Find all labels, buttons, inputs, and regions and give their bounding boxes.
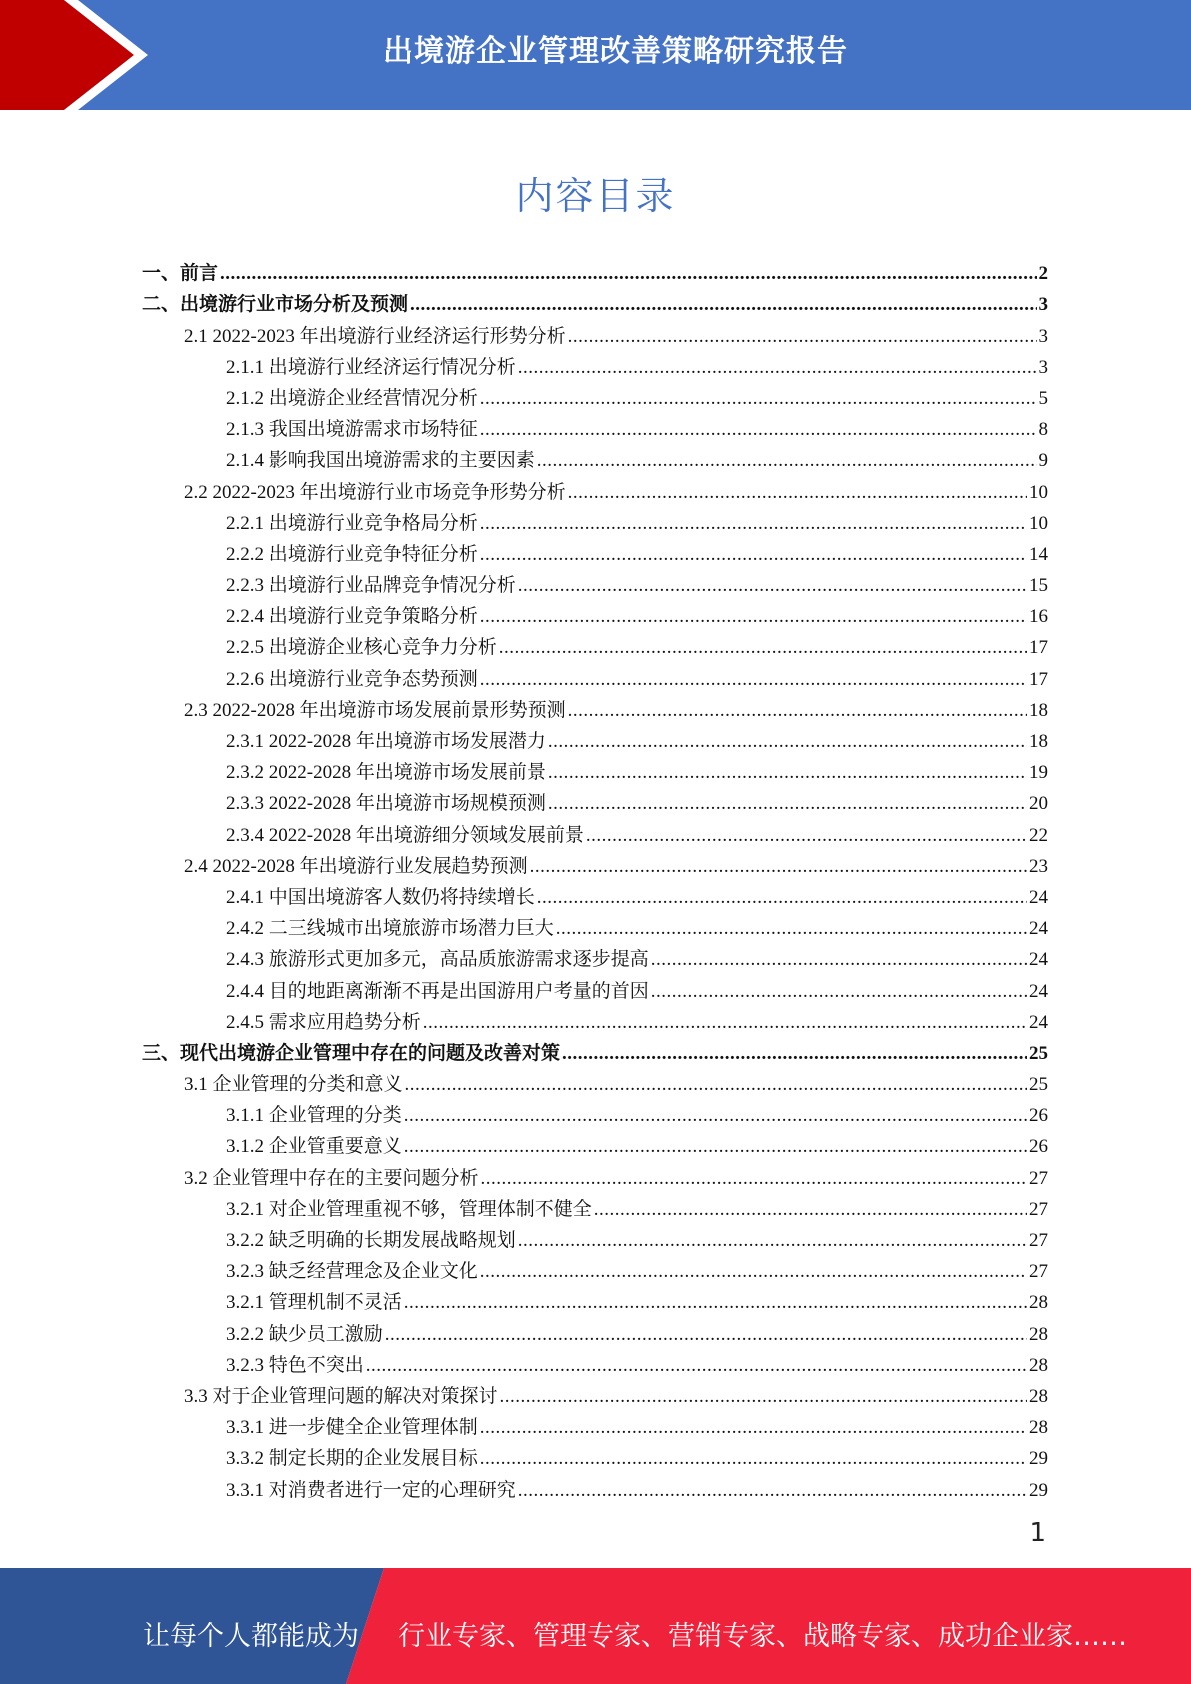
dot-leader xyxy=(480,1261,1027,1283)
dot-leader xyxy=(499,637,1027,659)
toc-entry[interactable] xyxy=(142,1003,1048,1034)
toc-entry-page: 3 xyxy=(1038,356,1048,378)
toc-entry-page: 25 xyxy=(1029,1042,1048,1064)
toc-entry[interactable] xyxy=(142,285,1048,316)
table-of-contents xyxy=(142,254,1048,1502)
toc-heading: 内容目录 xyxy=(515,174,676,218)
dot-leader xyxy=(480,1417,1027,1439)
toc-entry-page: 22 xyxy=(1029,824,1048,846)
toc-entry[interactable] xyxy=(142,784,1048,815)
toc-entry-label: 2.2.5 出境游企业核心竞争力分析 xyxy=(226,637,497,659)
dot-leader xyxy=(586,825,1027,847)
dot-leader xyxy=(480,388,1037,410)
toc-entry[interactable] xyxy=(142,1034,1048,1065)
toc-entry-label: 二、出境游行业市场分析及预测 xyxy=(142,294,409,316)
toc-entry[interactable] xyxy=(142,1065,1048,1096)
dot-leader xyxy=(405,1074,1027,1096)
dot-leader xyxy=(556,918,1027,940)
dot-leader xyxy=(651,949,1027,971)
toc-entry[interactable] xyxy=(142,1190,1048,1221)
dot-leader xyxy=(480,419,1037,441)
toc-entry-label: 2.4.3 旅游形式更加多元，高品质旅游需求逐步提高 xyxy=(226,949,649,971)
toc-entry-page: 10 xyxy=(1029,481,1048,503)
toc-entry-page: 3 xyxy=(1038,325,1048,347)
footer-slogan-left: 让每个人都能成为 xyxy=(143,1621,359,1652)
toc-entry[interactable] xyxy=(142,441,1048,472)
dot-leader xyxy=(518,1230,1027,1252)
toc-entry-label: 3.1.2 企业管重要意义 xyxy=(226,1136,402,1158)
toc-entry-label: 3.3.1 进一步健全企业管理体制 xyxy=(226,1417,478,1439)
toc-entry-page: 16 xyxy=(1029,606,1048,628)
toc-entry[interactable] xyxy=(142,504,1048,535)
toc-entry-label: 三、现代出境游企业管理中存在的问题及改善对策 xyxy=(142,1042,561,1064)
toc-entry-page: 2 xyxy=(1038,263,1048,285)
toc-entry-label: 3.2.2 缺少员工激励 xyxy=(226,1323,383,1345)
toc-entry-label: 2.2.6 出境游行业竞争态势预测 xyxy=(226,668,478,690)
toc-entry[interactable] xyxy=(142,254,1048,285)
toc-entry-page: 27 xyxy=(1029,1167,1048,1189)
toc-entry[interactable] xyxy=(142,1127,1048,1158)
toc-entry-label: 2.2.1 出境游行业竞争格局分析 xyxy=(226,512,478,534)
report-title: 出境游企业管理改善策略研究报告 xyxy=(383,34,848,69)
toc-entry-label: 2.1.4 影响我国出境游需求的主要因素 xyxy=(226,450,535,472)
dot-leader xyxy=(404,1136,1027,1158)
toc-entry-page: 26 xyxy=(1029,1105,1048,1127)
toc-entry-page: 24 xyxy=(1029,918,1048,940)
toc-entry-page: 24 xyxy=(1029,1011,1048,1033)
toc-entry-page: 25 xyxy=(1029,1074,1048,1096)
toc-entry-label: 2.3 2022-2028 年出境游市场发展前景形势预测 xyxy=(184,699,566,721)
toc-entry-page: 17 xyxy=(1029,637,1048,659)
toc-entry-label: 2.2.3 出境游行业品牌竞争情况分析 xyxy=(226,575,516,597)
dot-leader xyxy=(518,575,1027,597)
toc-entry-page: 27 xyxy=(1029,1230,1048,1251)
toc-entry[interactable] xyxy=(142,722,1048,753)
toc-entry-label: 3.2.3 缺乏经营理念及企业文化 xyxy=(226,1261,478,1283)
dot-leader xyxy=(481,1168,1027,1190)
dot-leader xyxy=(530,856,1027,878)
toc-entry-label: 3.2 企业管理中存在的主要问题分析 xyxy=(184,1167,479,1189)
toc-entry-label: 2.3.2 2022-2028 年出境游市场发展前景 xyxy=(226,762,546,784)
toc-entry-page: 28 xyxy=(1029,1417,1048,1439)
toc-entry-label: 2.1.2 出境游企业经营情况分析 xyxy=(226,387,478,409)
toc-entry-page: 17 xyxy=(1029,668,1048,690)
toc-entry[interactable] xyxy=(142,348,1048,379)
toc-entry-label: 2.4.5 需求应用趋势分析 xyxy=(226,1011,421,1033)
toc-entry-label: 2.1.3 我国出境游需求市场特征 xyxy=(226,419,478,441)
toc-entry[interactable] xyxy=(142,535,1048,566)
footer-slogan-right: 行业专家、管理专家、营销专家、战略专家、成功企业家…… xyxy=(398,1621,1127,1652)
dot-leader xyxy=(548,731,1027,753)
toc-entry[interactable] xyxy=(142,878,1048,909)
toc-entry-label: 2.4 2022-2028 年出境游行业发展趋势预测 xyxy=(184,855,528,877)
toc-entry-label: 2.1.1 出境游行业经济运行情况分析 xyxy=(226,356,516,378)
toc-entry[interactable] xyxy=(142,815,1048,846)
toc-entry-label: 2.2 2022-2023 年出境游行业市场竞争形势分析 xyxy=(184,481,566,503)
toc-entry-page: 3 xyxy=(1038,294,1048,316)
toc-entry[interactable] xyxy=(142,1283,1048,1314)
toc-entry[interactable] xyxy=(142,1314,1048,1345)
toc-entry[interactable] xyxy=(142,628,1048,659)
toc-entry[interactable] xyxy=(142,1252,1048,1283)
toc-entry-page: 20 xyxy=(1029,793,1048,815)
toc-entry-label: 2.4.2 二三线城市出境旅游市场潜力巨大 xyxy=(226,918,554,940)
toc-entry-label: 2.3.1 2022-2028 年出境游市场发展潜力 xyxy=(226,731,546,752)
dot-leader xyxy=(480,1448,1027,1470)
dot-leader xyxy=(568,482,1027,504)
toc-entry-label: 3.2.2 缺乏明确的长期发展战略规划 xyxy=(226,1230,516,1251)
dot-leader xyxy=(385,1324,1027,1346)
toc-entry[interactable] xyxy=(142,909,1048,940)
toc-entry-label: 一、前言 xyxy=(142,263,219,285)
dot-leader xyxy=(423,1012,1027,1034)
dot-leader xyxy=(404,1292,1027,1314)
dot-leader xyxy=(562,1043,1027,1065)
dot-leader xyxy=(518,357,1037,379)
dot-leader xyxy=(500,1386,1027,1408)
toc-entry[interactable] xyxy=(142,1346,1048,1377)
toc-entry[interactable] xyxy=(142,1470,1048,1501)
toc-entry-page: 29 xyxy=(1029,1448,1048,1470)
toc-entry-label: 3.2.1 对企业管理重视不够，管理体制不健全 xyxy=(226,1198,592,1220)
toc-entry[interactable] xyxy=(142,1158,1048,1189)
dot-leader xyxy=(548,762,1027,784)
toc-entry[interactable] xyxy=(142,659,1048,690)
dot-leader xyxy=(410,294,1036,316)
toc-entry-label: 3.3.2 制定长期的企业发展目标 xyxy=(226,1448,478,1470)
toc-entry-label: 2.2.2 出境游行业竞争特征分析 xyxy=(226,543,478,565)
toc-entry[interactable] xyxy=(142,691,1048,722)
dot-leader xyxy=(518,1480,1027,1502)
dot-leader xyxy=(480,606,1027,628)
toc-entry[interactable] xyxy=(142,1221,1048,1252)
toc-entry-page: 10 xyxy=(1029,512,1048,534)
dot-leader xyxy=(404,1105,1027,1127)
toc-entry-label: 3.2.3 特色不突出 xyxy=(226,1354,364,1376)
toc-entry-label: 3.1 企业管理的分类和意义 xyxy=(184,1074,403,1096)
toc-entry-page: 8 xyxy=(1038,419,1048,441)
toc-entry[interactable] xyxy=(142,971,1048,1002)
dot-leader xyxy=(537,450,1037,472)
toc-entry-label: 3.2.1 管理机制不灵活 xyxy=(226,1292,402,1314)
toc-entry[interactable] xyxy=(142,316,1048,347)
toc-entry-page: 24 xyxy=(1029,980,1048,1002)
dot-leader xyxy=(651,981,1027,1003)
toc-entry-page: 18 xyxy=(1029,731,1048,752)
toc-entry[interactable] xyxy=(142,940,1048,971)
dot-leader xyxy=(480,544,1027,566)
toc-entry[interactable] xyxy=(142,1096,1048,1127)
toc-entry-page: 24 xyxy=(1029,949,1048,971)
toc-entry[interactable] xyxy=(142,597,1048,628)
toc-entry-page: 18 xyxy=(1029,699,1048,721)
toc-entry-label: 3.1.1 企业管理的分类 xyxy=(226,1105,402,1127)
toc-entry-page: 27 xyxy=(1029,1198,1048,1220)
dot-leader xyxy=(568,326,1037,348)
toc-entry-page: 27 xyxy=(1029,1261,1048,1283)
dot-leader xyxy=(568,700,1027,722)
toc-entry[interactable] xyxy=(142,472,1048,503)
toc-entry-page: 15 xyxy=(1029,575,1048,597)
toc-entry[interactable] xyxy=(142,1408,1048,1439)
toc-entry-page: 28 xyxy=(1029,1354,1048,1376)
page-number: 1 xyxy=(1029,1518,1046,1548)
toc-entry-label: 3.3.1 对消费者进行一定的心理研究 xyxy=(226,1479,516,1501)
page-footer xyxy=(0,1568,1191,1684)
toc-entry[interactable] xyxy=(142,566,1048,597)
toc-entry-label: 2.4.4 目的地距离渐渐不再是出国游用户考量的首因 xyxy=(226,980,649,1002)
toc-entry-page: 24 xyxy=(1029,886,1048,908)
toc-entry-page: 26 xyxy=(1029,1136,1048,1158)
dot-leader xyxy=(537,887,1027,909)
toc-entry[interactable] xyxy=(142,753,1048,784)
toc-entry-page: 19 xyxy=(1029,762,1048,784)
toc-entry-page: 23 xyxy=(1029,855,1048,877)
page-header xyxy=(0,0,1191,110)
dot-leader xyxy=(366,1355,1027,1377)
toc-entry[interactable] xyxy=(142,410,1048,441)
toc-entry-label: 2.4.1 中国出境游客人数仍将持续增长 xyxy=(226,886,535,908)
toc-entry-page: 9 xyxy=(1038,450,1048,472)
dot-leader xyxy=(548,793,1027,815)
toc-entry-label: 2.3.4 2022-2028 年出境游细分领域发展前景 xyxy=(226,824,584,846)
toc-entry[interactable] xyxy=(142,1439,1048,1470)
dot-leader xyxy=(480,669,1027,691)
toc-entry-label: 3.3 对于企业管理问题的解决对策探讨 xyxy=(184,1385,498,1407)
dot-leader xyxy=(480,513,1027,535)
toc-entry-page: 5 xyxy=(1038,387,1048,409)
toc-entry[interactable] xyxy=(142,847,1048,878)
toc-entry-page: 28 xyxy=(1029,1323,1048,1345)
toc-entry-page: 29 xyxy=(1029,1479,1048,1501)
toc-entry-page: 28 xyxy=(1029,1292,1048,1314)
toc-entry-page: 14 xyxy=(1029,543,1048,565)
dot-leader xyxy=(594,1199,1027,1221)
toc-entry[interactable] xyxy=(142,1377,1048,1408)
toc-entry-label: 2.3.3 2022-2028 年出境游市场规模预测 xyxy=(226,793,546,815)
toc-entry-page: 28 xyxy=(1029,1385,1048,1407)
toc-entry-label: 2.1 2022-2023 年出境游行业经济运行形势分析 xyxy=(184,325,566,347)
toc-entry[interactable] xyxy=(142,379,1048,410)
toc-entry-label: 2.2.4 出境游行业竞争策略分析 xyxy=(226,606,478,628)
dot-leader xyxy=(220,263,1036,285)
